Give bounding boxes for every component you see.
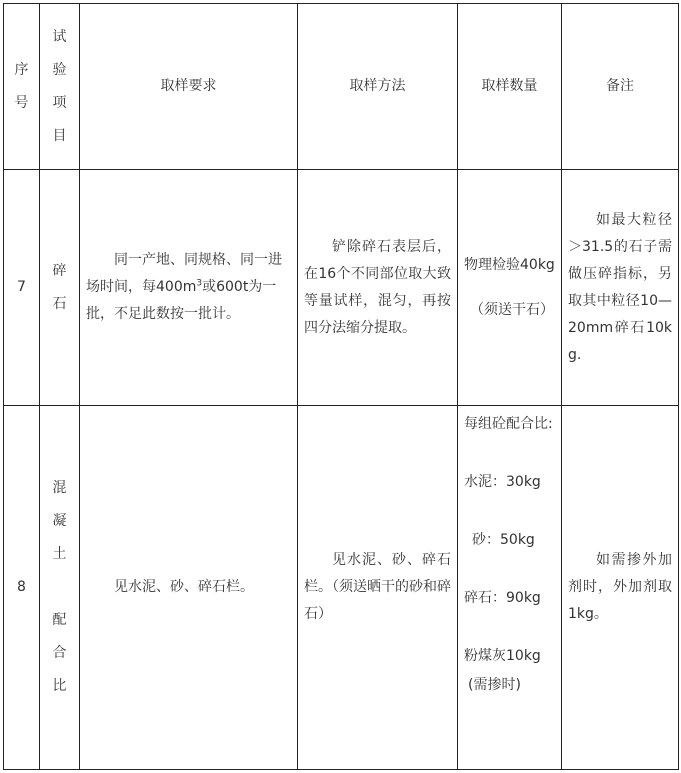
header-item-char: 试 (52, 28, 67, 45)
row-remarks: 如需掺外加剂时，外加剂取1kg。 (562, 406, 679, 770)
row-remarks: 如最大粒径＞31.5的石子需做压碎指标，另取其中粒径10—20mm碎石10kg. (562, 170, 679, 406)
header-sampling-quantity: 取样数量 (458, 4, 562, 170)
header-remarks: 备注 (562, 4, 679, 170)
quantity-line: 物理检验40kg (464, 256, 555, 273)
quantity-line: （须送干石） (470, 301, 554, 318)
row-item-char: 混 (52, 480, 67, 496)
row-requirement: 见水泥、砂、碎石栏。 (80, 406, 298, 770)
row-requirement (80, 170, 298, 406)
row-item-char: 比 (52, 678, 67, 694)
header-seq (4, 4, 40, 170)
row-item-char (40, 571, 79, 604)
row-item-char: 合 (52, 645, 67, 661)
header-item-char: 验 (52, 61, 67, 78)
header-item-char: 项 (52, 94, 67, 111)
row-item-char: 凝 (52, 513, 67, 529)
row-quantity (458, 170, 562, 406)
requirement-text-part1: 同一产地、同规格、同一进场时间，每400m (86, 252, 282, 295)
row-item-char: 石 (52, 295, 67, 312)
row-method: 铲除碎石表层后，在16个不同部位取大致等量试样，混匀，再按四分法缩分提取。 (298, 170, 458, 406)
quantity-line: 水泥：30kg (464, 474, 541, 490)
header-seq-char: 号 (14, 94, 29, 111)
table-row-crushed-stone (4, 170, 679, 406)
row-method: 见水泥、砂、碎石栏。（须送晒干的砂和碎石） (298, 406, 458, 770)
header-item-char: 目 (52, 127, 67, 144)
header-row (4, 4, 679, 170)
row-item-char: 土 (52, 546, 67, 562)
table-row-concrete-mix (4, 406, 679, 770)
header-test-item (40, 4, 80, 170)
row-test-item (40, 406, 80, 770)
row-test-item (40, 170, 80, 406)
quantity-line: 砂：50kg (472, 532, 535, 548)
sampling-table (3, 3, 679, 770)
header-sampling-requirement: 取样要求 (80, 4, 298, 170)
row-item-char: 配 (52, 612, 67, 628)
row-seq: 8 (4, 406, 40, 770)
quantity-line: (需掺时) (468, 677, 521, 693)
quantity-line: 粉煤灰10kg (464, 648, 541, 664)
row-quantity (458, 406, 562, 770)
row-seq: 7 (4, 170, 40, 406)
header-sampling-method: 取样方法 (298, 4, 458, 170)
requirement-text-part2: 或600t为一批，不足此数按一批计。 (86, 279, 277, 322)
row-item-char: 碎 (52, 262, 67, 279)
quantity-line: 每组砼配合比: (464, 416, 553, 432)
superscript-exponent: 3 (196, 278, 203, 289)
quantity-line: 碎石：90kg (464, 590, 541, 606)
header-seq-char: 序 (14, 61, 29, 78)
